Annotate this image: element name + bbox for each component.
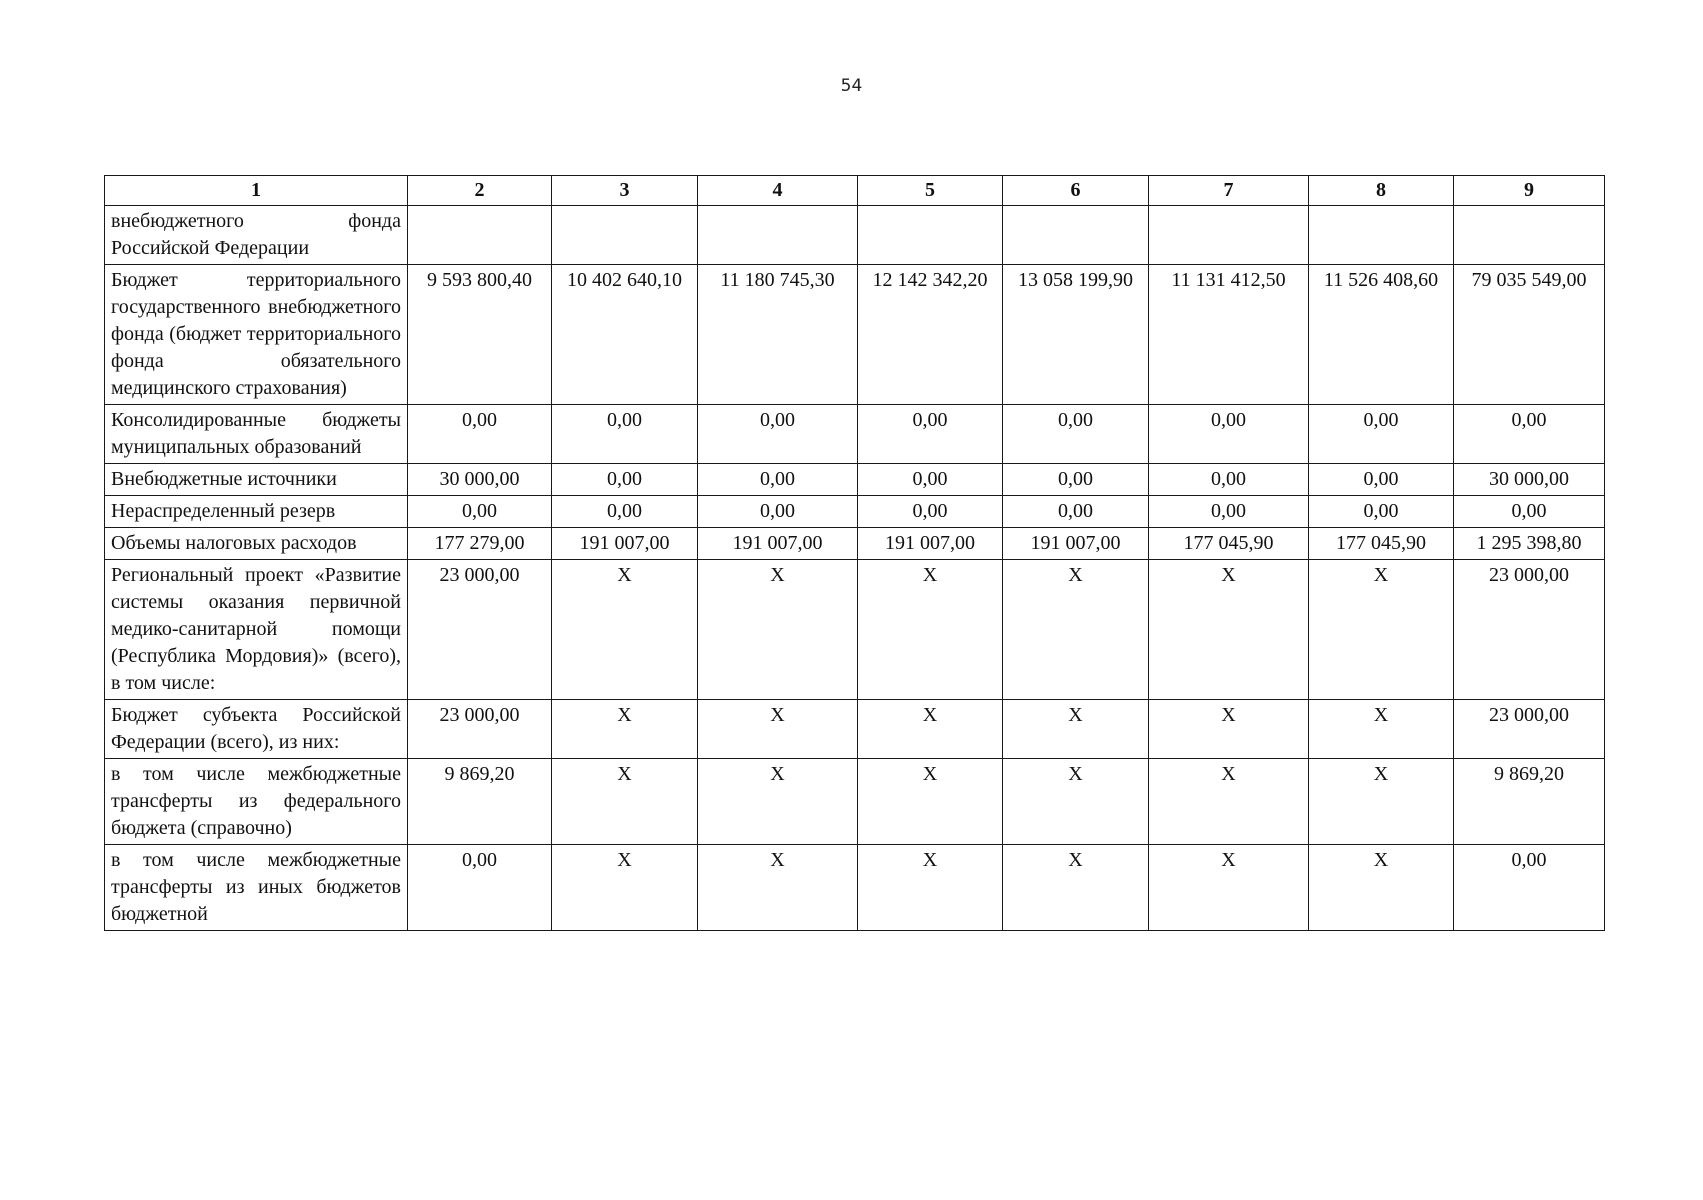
value-cell: X [1149, 759, 1309, 845]
value-cell: X [1003, 759, 1149, 845]
value-cell: 0,00 [408, 496, 552, 528]
value-cell: 0,00 [698, 464, 858, 496]
row-label: Внебюджетные источники [105, 464, 408, 496]
column-header: 1 [105, 176, 408, 206]
value-cell: 0,00 [1003, 496, 1149, 528]
value-cell: X [698, 759, 858, 845]
value-cell: X [698, 845, 858, 931]
table-row [105, 759, 1605, 845]
value-cell: X [1309, 845, 1454, 931]
value-cell: 23 000,00 [1454, 700, 1605, 759]
value-cell: 177 045,90 [1149, 528, 1309, 560]
value-cell: X [1003, 560, 1149, 700]
table-row [105, 560, 1605, 700]
value-cell: X [1309, 560, 1454, 700]
value-cell: X [1003, 845, 1149, 931]
value-cell: X [1003, 700, 1149, 759]
value-cell: X [858, 845, 1003, 931]
value-cell: 9 869,20 [1454, 759, 1605, 845]
value-cell: 0,00 [858, 496, 1003, 528]
value-cell: 191 007,00 [552, 528, 698, 560]
value-cell: 1 295 398,80 [1454, 528, 1605, 560]
value-cell: X [552, 560, 698, 700]
table-row [105, 265, 1605, 405]
value-cell: 10 402 640,10 [552, 265, 698, 405]
table-row [105, 845, 1605, 931]
row-label: Региональный проект «Развитие системы оказания первичной медико-санитарной помощи (Республика Мордовия)» (всего), в том числе: [105, 560, 408, 700]
value-cell: 0,00 [1003, 405, 1149, 464]
value-cell: 191 007,00 [1003, 528, 1149, 560]
value-cell: X [698, 560, 858, 700]
row-label: Бюджет территориального государственного внебюджетного фонда (бюджет территориального фонда обязательного медицинского страхования) [105, 265, 408, 405]
value-cell [1149, 206, 1309, 265]
value-cell: X [1149, 845, 1309, 931]
value-cell: 0,00 [408, 405, 552, 464]
value-cell: 9 593 800,40 [408, 265, 552, 405]
table-row [105, 464, 1605, 496]
row-label: Объемы налоговых расходов [105, 528, 408, 560]
row-label: в том числе межбюджетные трансферты из федерального бюджета (справочно) [105, 759, 408, 845]
value-cell: 23 000,00 [408, 700, 552, 759]
column-header: 2 [408, 176, 552, 206]
value-cell [408, 206, 552, 265]
value-cell: 0,00 [1003, 464, 1149, 496]
value-cell: X [552, 759, 698, 845]
row-label: Консолидированные бюджеты муниципальных образований [105, 405, 408, 464]
value-cell: X [858, 560, 1003, 700]
row-label: внебюджетного фонда Российской Федерации [105, 206, 408, 265]
column-header: 7 [1149, 176, 1309, 206]
value-cell: X [552, 845, 698, 931]
value-cell: 0,00 [858, 464, 1003, 496]
value-cell: X [1149, 560, 1309, 700]
table-row [105, 405, 1605, 464]
table-header-row [105, 176, 1605, 206]
value-cell: 0,00 [1149, 464, 1309, 496]
value-cell: 23 000,00 [1454, 560, 1605, 700]
column-header: 9 [1454, 176, 1605, 206]
value-cell: 0,00 [552, 405, 698, 464]
value-cell: 0,00 [1309, 464, 1454, 496]
value-cell [1454, 206, 1605, 265]
value-cell: 23 000,00 [408, 560, 552, 700]
value-cell: X [552, 700, 698, 759]
value-cell [552, 206, 698, 265]
value-cell: 0,00 [552, 464, 698, 496]
column-header: 4 [698, 176, 858, 206]
value-cell: X [1309, 759, 1454, 845]
row-label: Нераспределенный резерв [105, 496, 408, 528]
value-cell: 0,00 [1309, 405, 1454, 464]
value-cell: 9 869,20 [408, 759, 552, 845]
value-cell: 0,00 [1309, 496, 1454, 528]
value-cell: 30 000,00 [1454, 464, 1605, 496]
value-cell [1309, 206, 1454, 265]
page-number: 54 [840, 76, 863, 96]
value-cell: X [698, 700, 858, 759]
value-cell: 0,00 [698, 405, 858, 464]
value-cell: 191 007,00 [858, 528, 1003, 560]
value-cell: X [858, 759, 1003, 845]
value-cell: X [1149, 700, 1309, 759]
value-cell: 177 279,00 [408, 528, 552, 560]
value-cell: 0,00 [408, 845, 552, 931]
value-cell: 79 035 549,00 [1454, 265, 1605, 405]
row-label: Бюджет субъекта Российской Федерации (всего), из них: [105, 700, 408, 759]
table-row [105, 700, 1605, 759]
value-cell [1003, 206, 1149, 265]
value-cell: 12 142 342,20 [858, 265, 1003, 405]
row-label: в том числе межбюджетные трансферты из иных бюджетов бюджетной [105, 845, 408, 931]
value-cell: 177 045,90 [1309, 528, 1454, 560]
column-header: 8 [1309, 176, 1454, 206]
value-cell: X [858, 700, 1003, 759]
value-cell [698, 206, 858, 265]
value-cell: 11 131 412,50 [1149, 265, 1309, 405]
column-header: 5 [858, 176, 1003, 206]
value-cell: 0,00 [1149, 496, 1309, 528]
value-cell: 0,00 [858, 405, 1003, 464]
value-cell: 11 180 745,30 [698, 265, 858, 405]
value-cell: 13 058 199,90 [1003, 265, 1149, 405]
value-cell: 11 526 408,60 [1309, 265, 1454, 405]
value-cell: 0,00 [698, 496, 858, 528]
value-cell: 0,00 [1454, 405, 1605, 464]
value-cell: 191 007,00 [698, 528, 858, 560]
table-row [105, 206, 1605, 265]
value-cell: 0,00 [1149, 405, 1309, 464]
value-cell [858, 206, 1003, 265]
column-header: 6 [1003, 176, 1149, 206]
value-cell: 0,00 [1454, 496, 1605, 528]
value-cell: 30 000,00 [408, 464, 552, 496]
table-body [105, 206, 1605, 931]
value-cell: 0,00 [552, 496, 698, 528]
value-cell: X [1309, 700, 1454, 759]
value-cell: 0,00 [1454, 845, 1605, 931]
budget-table [104, 175, 1605, 931]
table-row [105, 528, 1605, 560]
column-header: 3 [552, 176, 698, 206]
table-row [105, 496, 1605, 528]
